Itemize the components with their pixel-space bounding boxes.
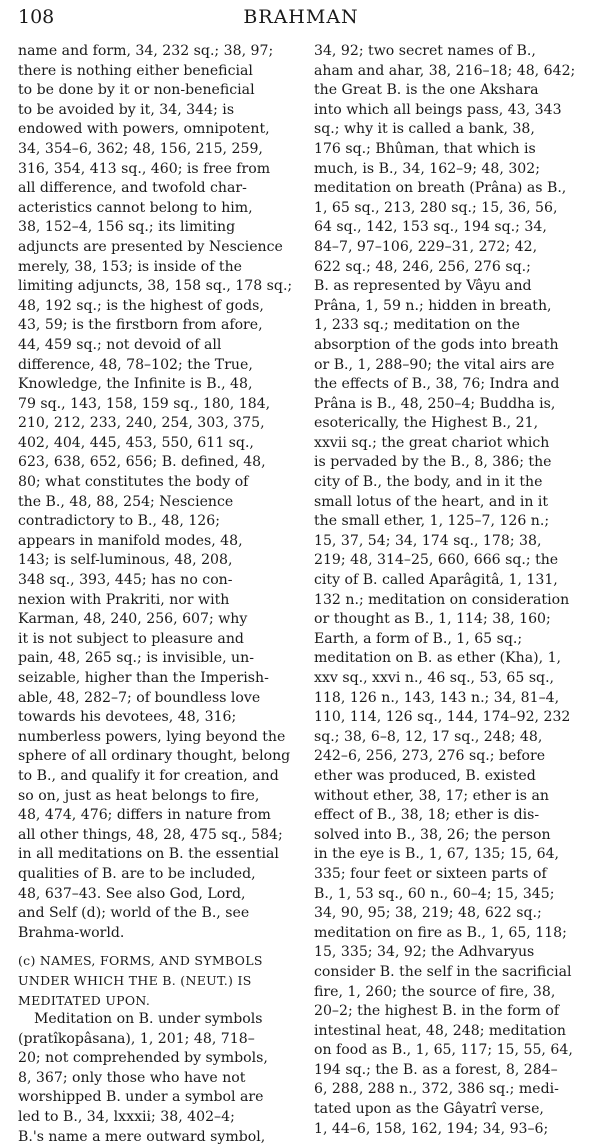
text-line: into which all beings pass, 43, 343: [314, 101, 562, 118]
text-line: 15, 37, 54; 34, 174 sq., 178; 38,: [314, 532, 542, 549]
text-line: 43, 59; is the firstborn from afore,: [18, 317, 263, 334]
text-line: 1, 44–6, 158, 162, 194; 34, 93–6;: [314, 1120, 549, 1137]
text-line: B.'s name a mere outward symbol,: [18, 1128, 266, 1145]
text-line: consider B. the self in the sacrificial: [314, 963, 572, 980]
text-line: Meditation on B. under symbols: [34, 1011, 263, 1028]
page-number: 108: [18, 6, 55, 28]
text-line: 210, 212, 233, 240, 254, 303, 375,: [18, 415, 265, 432]
text-line: 132 n.; meditation on consideration: [314, 591, 570, 608]
text-line: Brahma-world.: [18, 924, 125, 941]
text-line: adjuncts are presented by Nescience: [18, 238, 283, 255]
text-line: 118, 126 n., 143, 143 n.; 34, 81–4,: [314, 689, 560, 706]
text-line: 48, 474, 476; differs in nature from: [18, 807, 271, 824]
text-line: Knowledge, the Infinite is B., 48,: [18, 376, 253, 393]
text-line: qualities of B. are to be included,: [18, 865, 256, 882]
text-line: acteristics cannot belong to him,: [18, 199, 253, 216]
text-line: the small ether, 1, 125–7, 126 n.;: [314, 513, 550, 530]
text-line: pain, 48, 265 sq.; is invisible, un-: [18, 650, 254, 667]
text-line: contradictory to B., 48, 126;: [18, 513, 220, 530]
text-line: in the eye is B., 1, 67, 135; 15, 64,: [314, 846, 560, 863]
text-line: 622 sq.; 48, 246, 256, 276 sq.;: [314, 258, 531, 275]
text-line: 219; 48, 314–25, 660, 666 sq.; the: [314, 552, 559, 569]
text-line: 176 sq.; Bhûman, that which is: [314, 140, 536, 157]
text-line: Earth, a form of B., 1, 65 sq.;: [314, 630, 523, 647]
text-line: city of B., the body, and in it the: [314, 474, 543, 491]
text-line: numberless powers, lying beyond the: [18, 728, 286, 745]
text-line: 8, 367; only those who have not: [18, 1069, 246, 1086]
text-line: without ether, 38, 17; ether is an: [314, 787, 549, 804]
text-line: all other things, 48, 28, 475 sq., 584;: [18, 826, 283, 843]
text-line: or B., 1, 288–90; the vital airs are: [314, 356, 555, 373]
text-line: name and form, 34, 232 sq.; 38, 97;: [18, 43, 274, 59]
text-line: or thought as B., 1, 114; 38, 160;: [314, 611, 551, 628]
text-line: merely, 38, 153; is inside of the: [18, 258, 243, 275]
text-line: 335; four feet or sixteen parts of: [314, 865, 547, 882]
text-line: difference, 48, 78–102; the True,: [18, 356, 253, 373]
text-line: xxvii sq.; the great chariot which: [314, 434, 550, 451]
section-heading-line: (c) NAMES, FORMS, AND SYMBOLS: [18, 953, 263, 969]
text-line: 6, 288, 288 n., 372, 386 sq.; medi-: [314, 1081, 559, 1098]
text-line: absorption of the gods into breath: [314, 336, 559, 353]
text-line: aham and ahar, 38, 216–18; 48, 642;: [314, 62, 576, 79]
text-line: 1, 65 sq., 213, 280 sq.; 15, 36, 56,: [314, 199, 558, 216]
text-line: 110, 114, 126 sq., 144, 174–92, 232: [314, 709, 571, 726]
text-line: fire, 1, 260; the source of fire, 38,: [314, 983, 556, 1000]
text-line: 402, 404, 445, 453, 550, 611 sq.,: [18, 434, 254, 451]
section-heading-line: MEDITATED UPON.: [18, 992, 151, 1008]
text-line: seizable, higher than the Imperish-: [18, 670, 269, 686]
text-line: small lotus of the heart, and in it: [314, 493, 549, 510]
text-line: so on, just as heat belongs to fire,: [18, 787, 260, 804]
text-line: meditation on fire as B., 1, 65, 118;: [314, 924, 567, 941]
text-line: endowed with powers, omnipotent,: [18, 121, 270, 138]
text-line: 194 sq.; the B. as a forest, 8, 284–: [314, 1061, 558, 1078]
text-line: Prâna is B., 48, 250–4; Buddha is,: [314, 395, 556, 412]
text-line: 143; is self-luminous, 48, 208,: [18, 552, 233, 569]
text-line: the effects of B., 38, 76; Indra and: [314, 376, 560, 393]
text-line: ether was produced, B. existed: [314, 767, 536, 784]
text-line: able, 48, 282–7; of boundless love: [18, 689, 261, 706]
text-line: B., 1, 53 sq., 60 n., 60–4; 15, 345;: [314, 885, 555, 902]
text-line: is pervaded by the B., 8, 386; the: [314, 454, 552, 471]
text-line: sq.; why it is called a bank, 38,: [314, 121, 535, 138]
text-line: 623, 638, 652, 656; B. defined, 48,: [18, 454, 266, 471]
page-title: BRAHMAN: [243, 6, 359, 28]
text-line: 80; what constitutes the body of: [18, 474, 249, 491]
text-line: 34, 92; two secret names of B.,: [314, 43, 536, 59]
text-line: 20–2; the highest B. in the form of: [314, 1003, 560, 1020]
text-line: limiting adjuncts, 38, 158 sq., 178 sq.;: [18, 278, 293, 295]
text-line: 84–7, 97–106, 229–31, 272; 42,: [314, 238, 538, 255]
text-line: nexion with Prakriti, nor with: [18, 591, 230, 608]
text-line: 34, 90, 95; 38, 219; 48, 622 sq.;: [314, 905, 542, 922]
text-line: the Great B. is the one Akshara: [314, 82, 539, 99]
text-line: xxv sq., xxvi n., 46 sq., 53, 65 sq.,: [314, 670, 555, 686]
text-line: esoterically, the Highest B., 21,: [314, 415, 539, 432]
text-line: effect of B., 38, 18; ether is dis-: [314, 807, 540, 824]
text-line: solved into B., 38, 26; the person: [314, 826, 551, 843]
text-line: Karman, 48, 240, 256, 607; why: [18, 611, 248, 628]
text-line: towards his devotees, 48, 316;: [18, 709, 237, 726]
text-line: to be avoided by it, 34, 344; is: [18, 101, 235, 118]
text-line: 34, 354–6, 362; 48, 156, 215, 259,: [18, 140, 263, 157]
text-line: meditation on breath (Prâna) as B.,: [314, 180, 567, 197]
text-line: 242–6, 256, 273, 276 sq.; before: [314, 748, 546, 765]
text-line: 48, 637–43. See also God, Lord,: [18, 885, 246, 902]
text-line: much, is B., 34, 162–9; 48, 302;: [314, 160, 540, 177]
text-line: 44, 459 sq.; not devoid of all: [18, 336, 222, 353]
text-line: on food as B., 1, 65, 117; 15, 55, 64,: [314, 1042, 573, 1059]
text-line: to B., and qualify it for creation, and: [18, 767, 279, 784]
text-line: all difference, and twofold char-: [18, 180, 247, 197]
text-line: appears in manifold modes, 48,: [18, 532, 243, 549]
text-line: 64 sq., 142, 153 sq., 194 sq.; 34,: [314, 219, 547, 236]
text-line: (pratîkopâsana), 1, 201; 48, 718–: [18, 1030, 255, 1047]
text-line: there is nothing either beneficial: [18, 62, 253, 79]
text-line: in all meditations on B. the essential: [18, 846, 279, 863]
text-line: Prâna, 1, 59 n.; hidden in breath,: [314, 297, 552, 314]
text-line: 316, 354, 413 sq., 460; is free from: [18, 160, 271, 177]
text-line: sphere of all ordinary thought, belong: [18, 748, 291, 765]
spacer: [18, 943, 306, 951]
text-line: sq.; 38, 6–8, 12, 17 sq., 248; 48,: [314, 728, 543, 745]
text-line: 38, 152–4, 156 sq.; its limiting: [18, 219, 236, 236]
text-line: tated upon as the Gâyatrî verse,: [314, 1101, 544, 1118]
text-line: 15, 335; 34, 92; the Adhvaryus: [314, 944, 535, 961]
text-line: 348 sq., 393, 445; has no con-: [18, 572, 233, 589]
page-header: [0, 0, 602, 36]
text-line: city of B. called Aparâgitâ, 1, 131,: [314, 572, 558, 589]
text-line: 48, 192 sq.; is the highest of gods,: [18, 297, 264, 314]
left-column: [18, 42, 306, 1145]
text-line: the B., 48, 88, 254; Nescience: [18, 493, 234, 510]
text-line: led to B., 34, lxxxii; 38, 402–4;: [18, 1109, 235, 1126]
text-line: and Self (d); world of the B., see: [18, 905, 250, 922]
text-line: meditation on B. as ether (Kha), 1,: [314, 650, 562, 667]
text-line: to be done by it or non-beneficial: [18, 82, 255, 99]
text-line: B. as represented by Vâyu and: [314, 278, 532, 295]
text-line: 1, 233 sq.; meditation on the: [314, 317, 520, 334]
text-line: it is not subject to pleasure and: [18, 630, 244, 647]
text-line: 20; not comprehended by symbols,: [18, 1050, 268, 1067]
right-column: [314, 42, 588, 1137]
section-heading-line: UNDER WHICH THE B. (NEUT.) IS: [18, 972, 252, 988]
text-line: worshipped B. under a symbol are: [18, 1089, 264, 1106]
text-line: 79 sq., 143, 158, 159 sq., 180, 184,: [18, 395, 271, 412]
text-line: intestinal heat, 48, 248; meditation: [314, 1022, 566, 1039]
